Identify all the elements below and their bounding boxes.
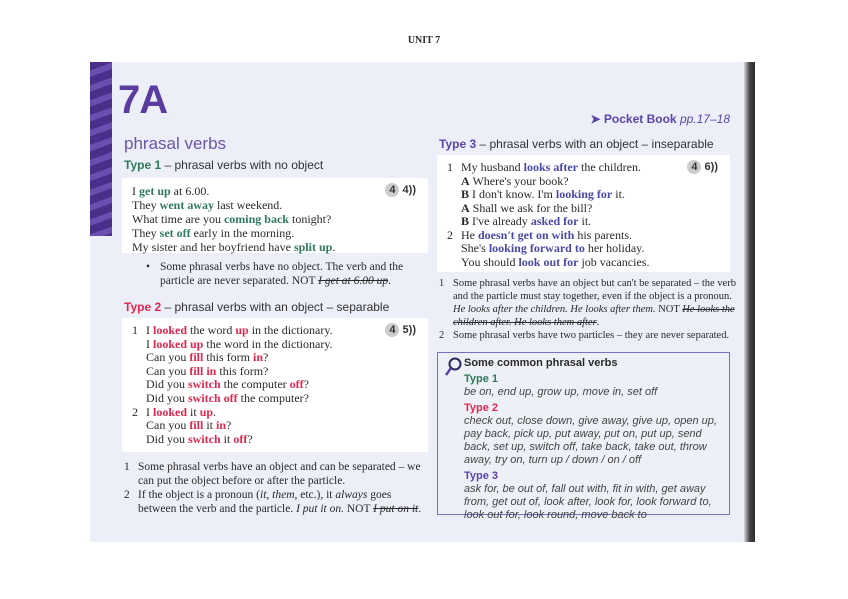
text: My husband <box>461 160 524 174</box>
example-line <box>132 226 418 240</box>
example-line <box>447 202 720 216</box>
phrase-text: switch off <box>188 390 238 405</box>
group-type: Type 3 <box>464 470 499 482</box>
example-line <box>132 351 418 365</box>
speaker-icon: )) <box>408 324 416 336</box>
example-line <box>447 256 720 270</box>
phrase-text: always <box>335 489 368 501</box>
type1-desc: – phrasal verbs with no object <box>161 158 324 172</box>
type2-examples <box>122 318 428 452</box>
text: Some phrasal verbs have two particles – they are never separated. <box>453 330 730 341</box>
text: Some phrasal verbs have an object and can be separated – we can put the object before or after the particle. <box>138 461 421 487</box>
note-item <box>439 277 739 329</box>
magnifier-icon <box>444 357 462 377</box>
common-title: Some common phrasal verbs <box>464 357 618 369</box>
text: ? <box>263 350 269 365</box>
phrase-text: I get at 6.00 up <box>318 275 389 287</box>
type3-examples <box>437 155 730 272</box>
phrase-text: fill <box>189 350 204 365</box>
text: Can you <box>146 418 190 433</box>
arrow-icon: ➤ <box>590 112 604 126</box>
text: . <box>388 275 391 287</box>
text: Did you <box>146 390 188 405</box>
text: in the dictionary. <box>248 323 333 337</box>
speaker-icon: )) <box>408 184 416 196</box>
phrase-text: looked up <box>153 336 204 351</box>
phrase-text: it <box>260 489 267 501</box>
group-type: Type 1 <box>464 373 499 385</box>
phrase-text: He looks the children after. He looks them after <box>453 304 735 328</box>
text: . <box>596 317 600 328</box>
pocket-book-pages: pp.17–18 <box>679 112 730 126</box>
text: the children. <box>578 160 641 174</box>
note-item <box>124 488 424 516</box>
text: What time are you <box>132 212 224 226</box>
common-phrasal-verbs-box <box>437 352 730 521</box>
bullet-icon: • <box>146 261 151 273</box>
decorative-stripe <box>90 62 112 236</box>
text: They <box>132 226 160 240</box>
text: tonight? <box>288 212 332 226</box>
verb-list: ask for, be out of, fall out with, fit in with, get away from, get out of, look after, look for, look forward to, look out for, look round, move back to <box>464 483 712 521</box>
text: . <box>418 503 422 515</box>
text: B <box>461 214 470 228</box>
text: I <box>146 323 153 337</box>
text: it <box>203 418 217 433</box>
text: Did you <box>146 431 188 446</box>
phrase-text: up <box>235 323 249 337</box>
track-number: 4 <box>402 184 409 196</box>
disc-number: 4 <box>385 323 399 337</box>
verb-list: check out, close down, give away, give up, open up, pay back, pick up, put away, put on, put up, send back, set up, switch off, take back, take out, throw away, try on, turn up / down / on / off <box>464 415 717 466</box>
audio-track-button[interactable] <box>385 323 416 337</box>
text: the word in the dictionary. <box>203 336 333 351</box>
text: NOT <box>655 304 683 315</box>
unit-number: 7A <box>118 78 168 122</box>
type3-desc: – phrasal verbs with an object – inseparable <box>476 137 714 151</box>
example-line <box>132 433 418 447</box>
phrase-text: looked <box>153 404 188 419</box>
text: NOT <box>343 503 374 515</box>
item-number: 2 <box>124 489 130 501</box>
phrase-text: switch <box>188 377 221 392</box>
text: ? <box>226 418 232 433</box>
phrase-text: coming back <box>223 212 289 226</box>
audio-track-button[interactable] <box>385 183 416 197</box>
phrase-text: looks after <box>523 160 578 174</box>
example-line <box>132 338 418 352</box>
text: B <box>461 187 470 201</box>
example-line <box>132 365 418 379</box>
phrase-text: He looks after the children. He looks after them. <box>453 304 656 315</box>
text: this form? <box>216 363 269 378</box>
text: Some phrasal verbs have no object. The verb and the particle are never separated. NOT <box>160 261 404 287</box>
text: I <box>146 404 153 419</box>
text: Shall we ask for the bill? <box>469 200 593 215</box>
text: ? <box>303 377 309 392</box>
text: I <box>146 336 153 351</box>
text: it <box>220 431 234 446</box>
text: job vacancies. <box>578 254 650 269</box>
text: Did you <box>146 377 188 392</box>
type2-desc: – phrasal verbs with an object – separable <box>161 300 390 314</box>
type2-heading <box>124 300 389 314</box>
example-line <box>447 229 720 243</box>
example-line <box>132 324 418 338</box>
text: it <box>187 404 200 419</box>
phrase-text: look out for <box>518 254 579 269</box>
phrase-text: I put on it <box>373 503 419 515</box>
item-number: 1 <box>447 160 453 174</box>
phrase-text: fill in <box>189 363 217 378</box>
text: Some phrasal verbs have an object but can't be separated – the verb and the particle must stay together, even if the object is a pronoun. <box>453 278 736 302</box>
example-line <box>132 212 418 226</box>
type3-label: Type 3 <box>439 137 477 151</box>
text: If the object is a pronoun ( <box>138 489 260 501</box>
type2-notes <box>124 460 424 516</box>
text: I've already <box>469 214 531 228</box>
group-type: Type 2 <box>464 402 499 414</box>
verb-list: be on, end up, grow up, move in, set off <box>464 386 658 398</box>
text: My sister and her boyfriend have <box>132 240 294 254</box>
example-line <box>132 198 418 212</box>
text: early in the morning. <box>190 226 295 240</box>
example-line <box>132 184 418 198</box>
text: A <box>461 173 470 188</box>
phrase-text: off <box>233 431 248 446</box>
example-line <box>447 188 720 202</box>
text: I <box>132 184 139 198</box>
phrase-text: switch <box>188 431 221 446</box>
example-line <box>132 378 418 392</box>
text: her holiday. <box>584 241 645 255</box>
type2-label: Type 2 <box>124 300 162 314</box>
phrase-text: set off <box>159 226 191 240</box>
phrase-text: up <box>199 404 214 419</box>
topic-title: phrasal verbs <box>124 134 227 153</box>
type1-examples <box>122 178 428 253</box>
text: He <box>461 227 478 242</box>
text: , etc.), it <box>294 489 336 501</box>
text: the computer? <box>237 390 309 405</box>
type3-notes <box>439 277 739 342</box>
example-line <box>132 240 418 254</box>
text: the word <box>187 323 236 337</box>
phrase-text: in <box>253 350 264 365</box>
phrase-text: get up <box>139 184 171 198</box>
item-number: 2 <box>439 330 445 341</box>
text: They <box>132 198 160 212</box>
text: goes between the verb and the particle. <box>138 489 392 515</box>
text: Can you <box>146 350 190 365</box>
example-line <box>132 419 418 433</box>
item-number: 1 <box>124 461 130 473</box>
text: . <box>332 240 336 254</box>
type1-note <box>146 260 416 288</box>
text: I don't know. I'm <box>469 187 556 201</box>
phrase-text: looking forward to <box>488 241 585 255</box>
text: it. <box>578 214 592 228</box>
text: Where's your book? <box>469 173 569 188</box>
unit-header: UNIT 7 <box>407 35 441 46</box>
text: She's <box>461 241 489 255</box>
example-line <box>447 215 720 229</box>
phrase-text: fill <box>189 418 204 433</box>
book-spine <box>744 62 755 542</box>
note-item <box>124 460 424 488</box>
text: Can you <box>146 363 190 378</box>
note-item <box>439 329 739 342</box>
disc-number: 4 <box>687 160 701 174</box>
example-line <box>132 406 418 420</box>
text: the computer <box>220 377 290 392</box>
track-number: 5 <box>402 324 409 336</box>
disc-number: 4 <box>385 183 399 197</box>
item-number: 1 <box>439 278 445 289</box>
text: A <box>461 200 470 215</box>
speaker-icon: )) <box>710 161 718 173</box>
type1-heading <box>124 158 323 172</box>
phrase-text: in <box>216 418 227 433</box>
type1-label: Type 1 <box>124 158 162 172</box>
type3-heading <box>439 137 714 151</box>
pocket-book-link[interactable] <box>591 112 730 126</box>
phrase-text: them <box>272 489 295 501</box>
phrase-text: doesn't get on with <box>478 227 575 242</box>
text: at 6.00. <box>170 184 210 198</box>
example-line <box>132 392 418 406</box>
text: You should <box>461 254 519 269</box>
phrase-text: off <box>289 377 304 392</box>
phrase-text: asked for <box>530 214 579 228</box>
example-line <box>447 242 720 256</box>
example-line <box>447 175 720 189</box>
pocket-book-label: Pocket Book <box>603 112 677 126</box>
text: his parents. <box>574 227 632 242</box>
item-number: 1 <box>132 323 138 337</box>
item-number: 2 <box>132 404 138 419</box>
phrase-text: looking for <box>555 187 613 201</box>
text: it. <box>612 187 625 201</box>
item-number: 2 <box>447 227 453 242</box>
phrase-text: went away <box>159 198 214 212</box>
text: , <box>266 489 273 501</box>
track-number: 6 <box>704 161 711 173</box>
text: ? <box>247 431 253 446</box>
audio-track-button[interactable] <box>687 160 718 174</box>
text: this form <box>203 350 254 365</box>
phrase-text: I put it on. <box>296 503 344 515</box>
example-line <box>447 161 720 175</box>
phrase-text: split up <box>293 240 333 254</box>
text: last weekend. <box>213 198 283 212</box>
text: . <box>213 404 217 419</box>
phrase-text: looked <box>153 323 188 337</box>
